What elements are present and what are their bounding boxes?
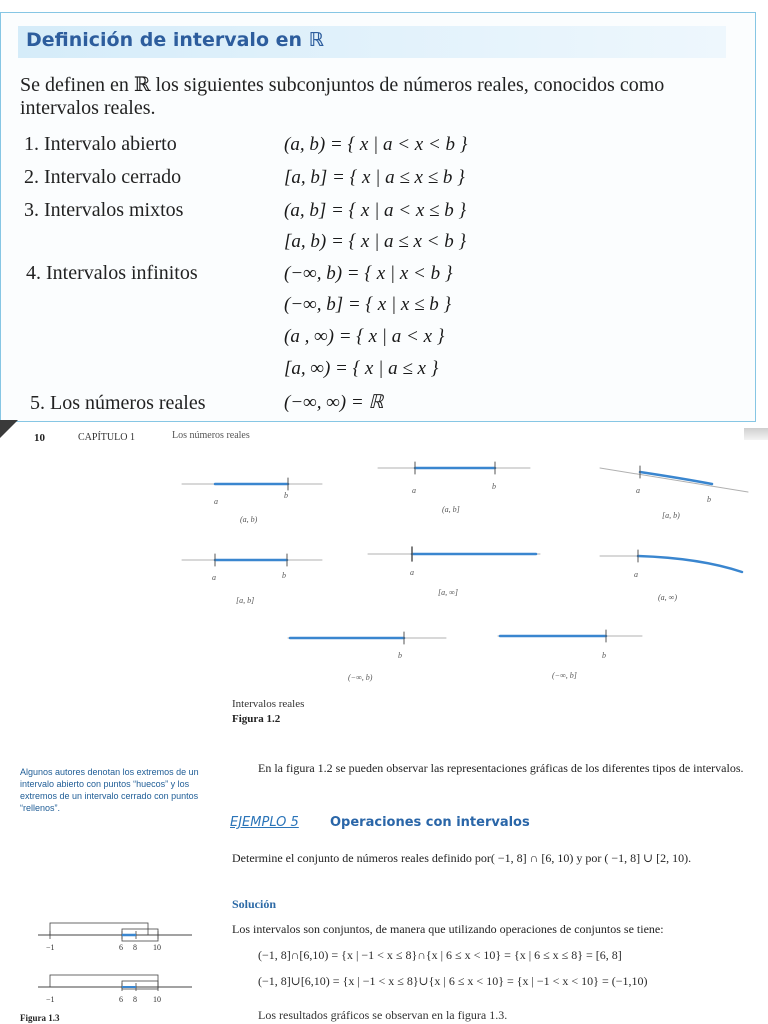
interval-caption: (a, b) bbox=[240, 515, 258, 524]
item-label-mixed-intervals: 3. Intervalos mixtos bbox=[24, 199, 184, 221]
item-label-closed-interval: 2. Intervalo cerrado bbox=[24, 166, 182, 188]
definition-intro-line-1: Se definen en ℝ los siguientes subconjuntos de números reales, conocidos como bbox=[20, 74, 665, 96]
example-label: EJEMPLO 5 bbox=[230, 815, 299, 830]
point-label-b: b bbox=[282, 571, 286, 580]
figure-1-2-interval-diagrams bbox=[0, 440, 768, 690]
tick-label: −1 bbox=[46, 943, 55, 952]
tick-label: 8 bbox=[133, 995, 137, 1004]
point-label-a: a bbox=[634, 570, 638, 579]
example-problem: Determine el conjunto de números reales definido por( −1, 8] ∩ [6, 10) y por ( −1, 8] ∪ [2, 10). bbox=[232, 851, 692, 865]
item-label-open-interval: 1. Intervalo abierto bbox=[24, 133, 177, 155]
formula-mixed-interval-1: (a, b] = { x | a < x ≤ b } bbox=[284, 200, 467, 221]
point-label-a: a bbox=[212, 573, 216, 582]
formula-infinite-interval-2: (−∞, b] = { x | x ≤ b } bbox=[284, 294, 452, 315]
interval-caption: (a, b] bbox=[442, 505, 460, 514]
solution-label: Solución bbox=[232, 897, 277, 911]
paragraph-text: En la figura 1.2 se pueden observar las representaciones gráficas de los diferentes tipos de intervalos. bbox=[258, 761, 744, 775]
point-label-b: b bbox=[398, 651, 402, 660]
axis-line bbox=[600, 468, 748, 492]
example-title: Operaciones con intervalos bbox=[330, 815, 530, 830]
chapter-label: CAPÍTULO 1 bbox=[78, 432, 135, 443]
formula-infinite-interval-4: [a, ∞) = { x | a ≤ x } bbox=[284, 358, 439, 379]
tick-label: 10 bbox=[153, 943, 161, 952]
formula-closed-interval: [a, b] = { x | a ≤ x ≤ b } bbox=[284, 167, 465, 188]
solution-line-intersection: (−1, 8]∩[6,10) = {x | −1 < x ≤ 8}∩{x | 6 ≤ x < 10} = {x | 6 ≤ x ≤ 8} = [6, 8] bbox=[258, 948, 622, 962]
page-shadow bbox=[0, 420, 18, 438]
interval-segment bbox=[640, 472, 712, 484]
figure-1-2-label: Figura 1.2 bbox=[232, 713, 281, 725]
interval-caption: [a, b] bbox=[236, 596, 255, 605]
formula-infinite-interval-3: (a , ∞) = { x | a < x } bbox=[284, 326, 445, 347]
figure-1-2-caption: Intervalos reales bbox=[232, 698, 305, 710]
margin-note: Algunos autores denotan los extremos de un intervalo abierto con puntos “huecos” y los extremos de un intervalo cerrado con puntos “rellenos”. bbox=[20, 767, 199, 813]
formula-real-numbers: (−∞, ∞) = ℝ bbox=[284, 392, 384, 413]
interval-caption: [a, ∞] bbox=[438, 588, 458, 597]
tick-label: 8 bbox=[133, 943, 137, 952]
interval-caption: (−∞, b] bbox=[552, 671, 577, 680]
point-label-a: a bbox=[412, 486, 416, 495]
item-label-real-numbers: 5. Los números reales bbox=[30, 392, 206, 414]
page-number: 10 bbox=[34, 432, 45, 444]
point-label-b: b bbox=[492, 482, 496, 491]
tick-label: 6 bbox=[119, 995, 123, 1004]
point-label-b: b bbox=[602, 651, 606, 660]
point-label-a: a bbox=[410, 568, 414, 577]
tick-label: −1 bbox=[46, 995, 55, 1004]
definition-intro-line-2: intervalos reales. bbox=[20, 97, 156, 119]
chapter-title: Los números reales bbox=[172, 430, 250, 441]
formula-infinite-interval-1: (−∞, b) = { x | x < b } bbox=[284, 263, 453, 284]
figure-1-3-number-lines bbox=[20, 915, 220, 1010]
page-shadow-right bbox=[744, 428, 768, 440]
figure-1-3-label: Figura 1.3 bbox=[20, 1013, 60, 1023]
tick-label: 6 bbox=[119, 943, 123, 952]
interval-caption: (a, ∞) bbox=[658, 593, 678, 602]
interval-caption: [a, b) bbox=[662, 511, 680, 520]
paragraph-figure-reference bbox=[232, 760, 762, 777]
tick-label: 10 bbox=[153, 995, 161, 1004]
point-label-b: b bbox=[284, 491, 288, 500]
formula-open-interval: (a, b) = { x | a < x < b } bbox=[284, 134, 468, 155]
item-label-infinite-intervals: 4. Intervalos infinitos bbox=[26, 262, 198, 284]
solution-line-union: (−1, 8]∪[6,10) = {x | −1 < x ≤ 8}∪{x | 6 ≤ x < 10} = {x | −1 < x < 10} = (−1,10) bbox=[258, 974, 648, 988]
interval-segment bbox=[638, 556, 742, 572]
solution-text: Los intervalos son conjuntos, de manera que utilizando operaciones de conjuntos se tiene: bbox=[232, 922, 664, 936]
interval-caption: (−∞, b) bbox=[348, 673, 373, 682]
point-label-a: a bbox=[214, 497, 218, 506]
closing-text: Los resultados gráficos se observan en la figura 1.3. bbox=[258, 1008, 508, 1022]
formula-mixed-interval-2: [a, b) = { x | a ≤ x < b } bbox=[284, 231, 467, 252]
point-label-b: b bbox=[707, 495, 711, 504]
point-label-a: a bbox=[636, 486, 640, 495]
definition-title: Definición de intervalo en ℝ bbox=[26, 29, 324, 51]
